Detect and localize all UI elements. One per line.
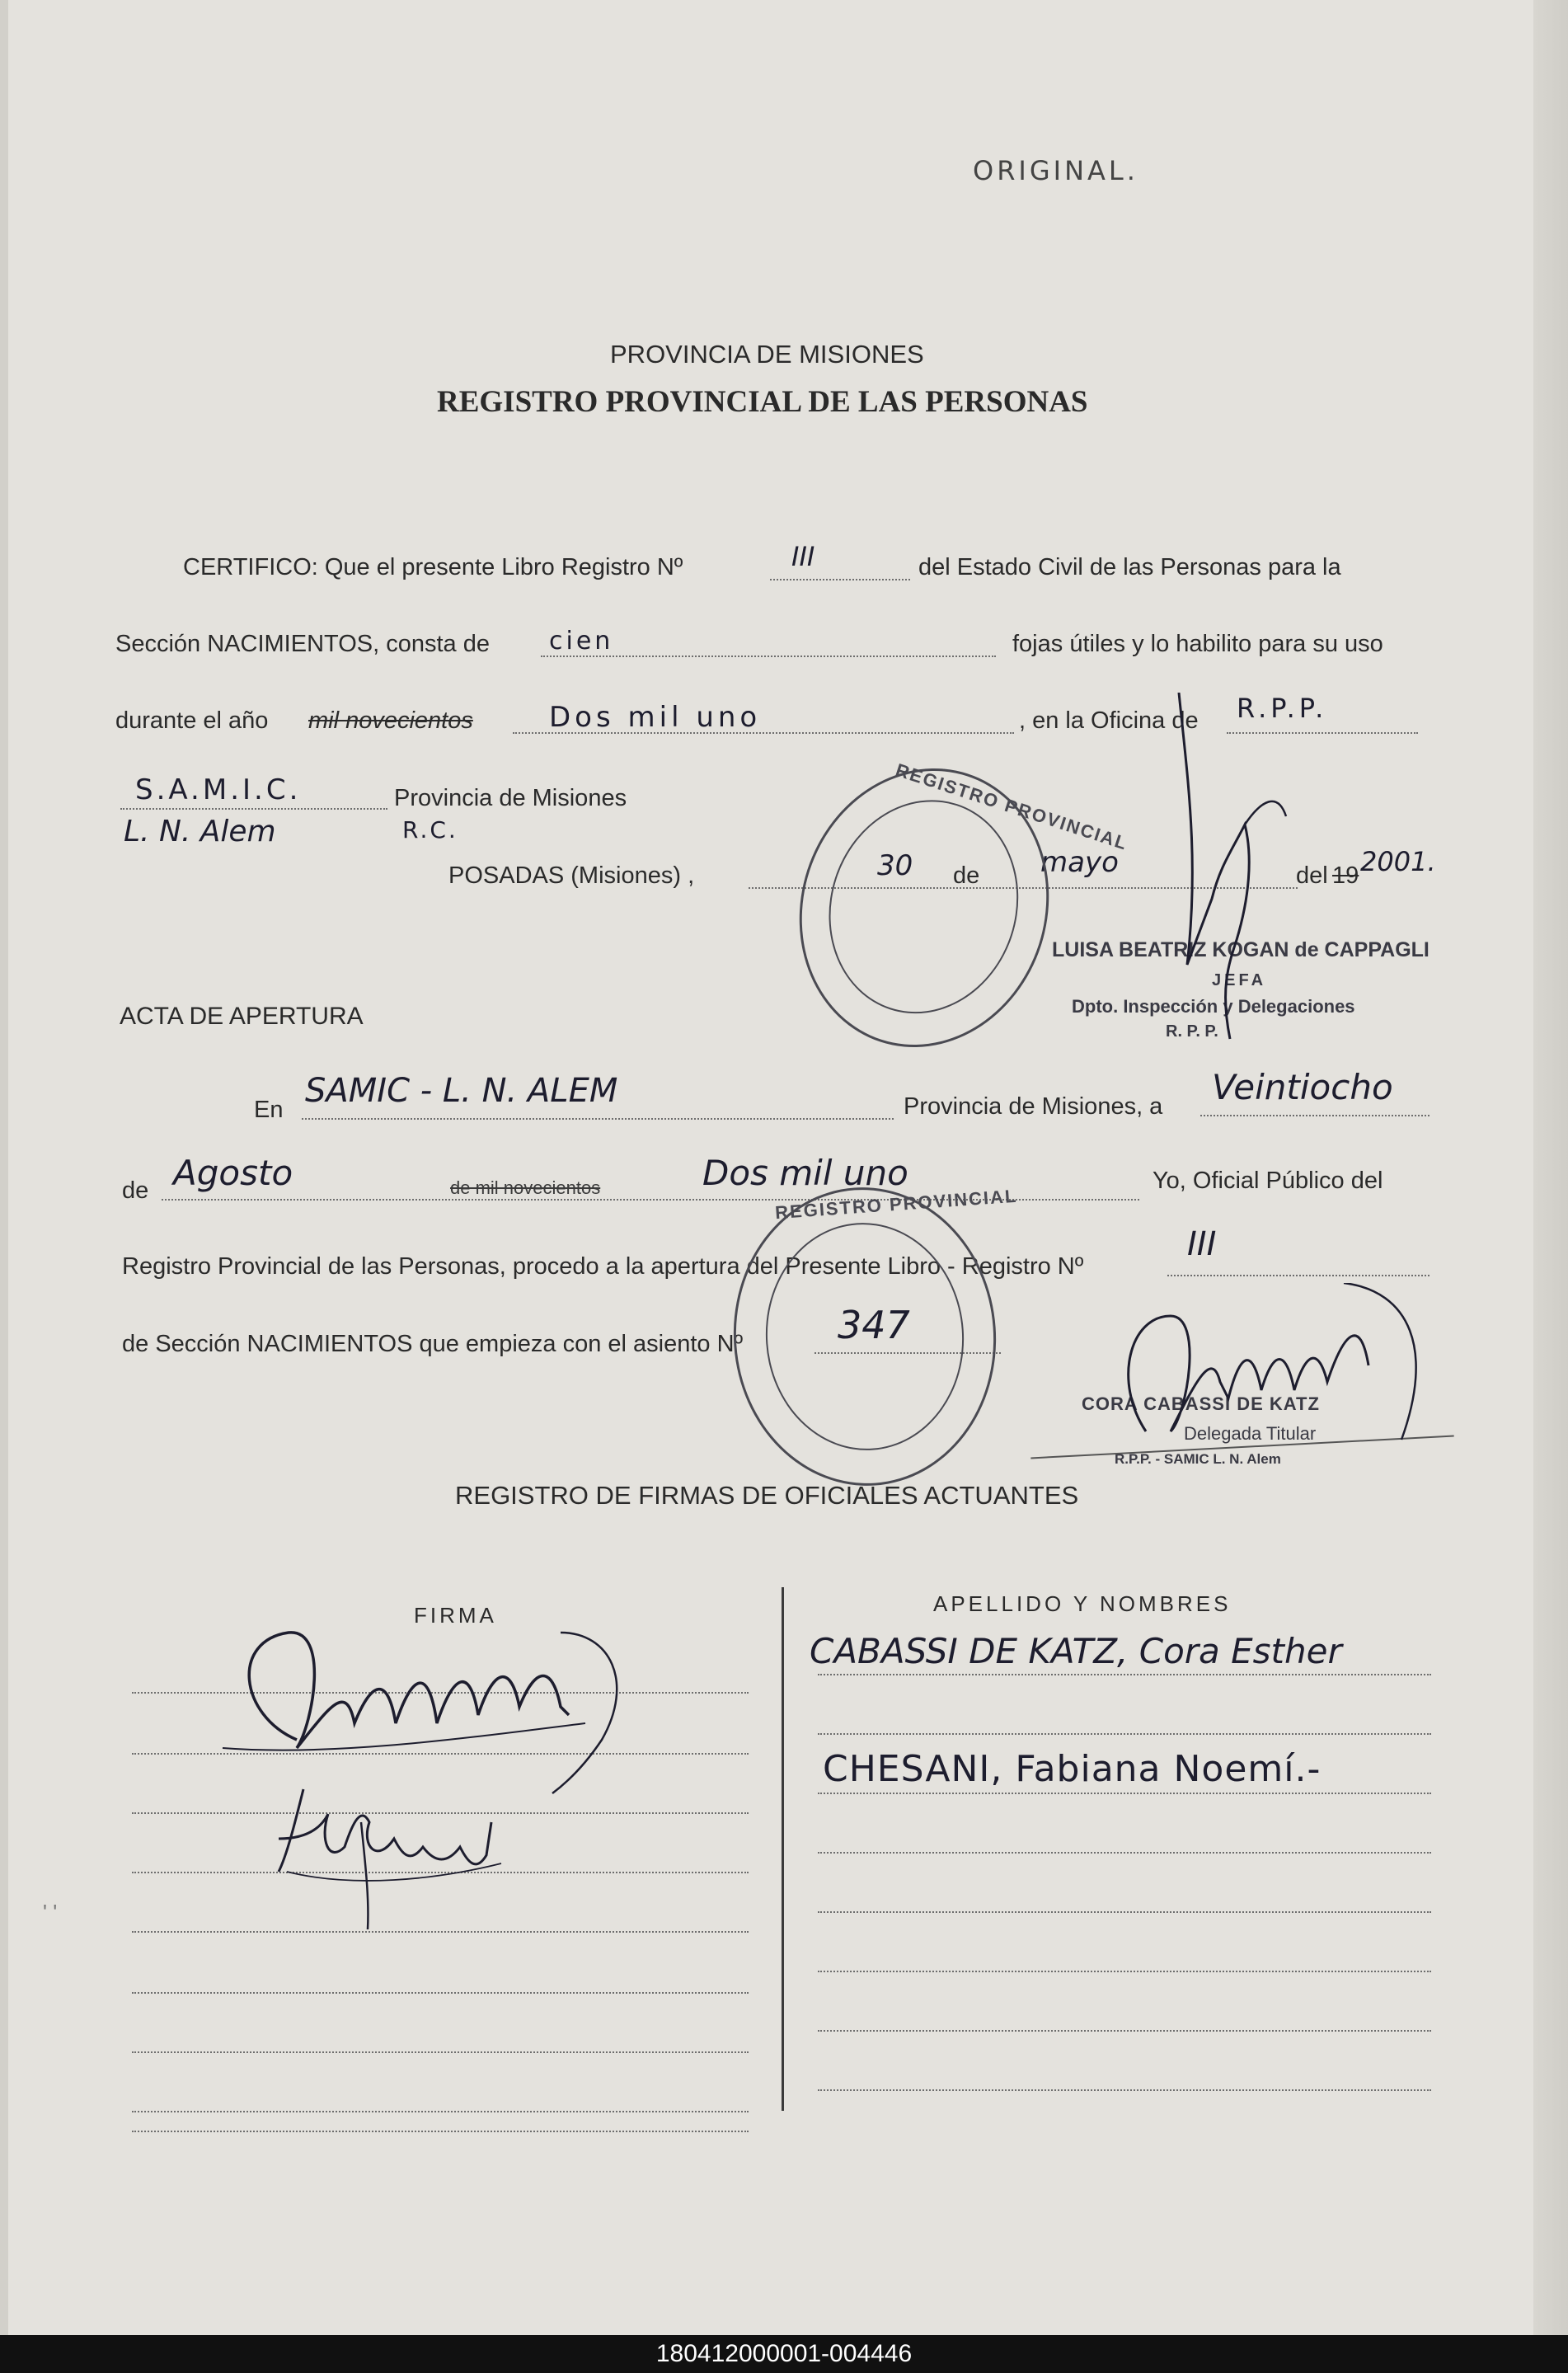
firma-row-9 <box>132 2131 749 2132</box>
seal-delegate-title: Delegada Titular <box>1184 1423 1317 1444</box>
acta-struck: de mil novecientos <box>450 1177 601 1198</box>
nombre-row-7 <box>818 2030 1431 2032</box>
firma-row-7 <box>132 2051 749 2053</box>
cert-line2-a: Sección NACIMIENTOS, consta de <box>115 631 490 657</box>
firmas-column-divider <box>782 1587 784 2111</box>
footer-document-id: 180412000001-004446 <box>0 2335 1568 2373</box>
cert-yr-hw: 2001. <box>1360 846 1436 877</box>
cert-line2-b: fojas útiles y lo habilito para su uso <box>1012 631 1383 657</box>
cert-date-de: de <box>953 862 980 889</box>
seal-chief-title: JEFA <box>1212 971 1267 989</box>
nombre-row-1 <box>818 1674 1431 1675</box>
nombre-row-5 <box>818 1911 1431 1913</box>
signature-1-icon <box>206 1616 635 1797</box>
header-registry: REGISTRO PROVINCIAL DE LAS PERSONAS <box>437 385 1088 419</box>
acta-line3: Registro Provincial de las Personas, procedo a la apertura del Presente Libro - Registro Nº <box>122 1253 1084 1280</box>
stamp-2-text: REGISTRO PROVINCIAL <box>774 1185 1019 1224</box>
acta-asiento-hw: 347 <box>838 1303 910 1347</box>
signature-2-icon <box>270 1773 518 1938</box>
firmas-col-nombres: APELLIDO Y NOMBRES <box>933 1591 1232 1616</box>
cert-place-hw-3: R.C. <box>402 816 458 843</box>
cert-place-hw-1: S.A.M.I.C. <box>135 773 302 806</box>
chief-signature-icon <box>1154 693 1303 1055</box>
cert-day-hw: 30 <box>877 849 913 882</box>
acta-title: ACTA DE APERTURA <box>120 1003 364 1030</box>
nombre-row-3 <box>818 1793 1431 1794</box>
cert-libro-dots <box>770 579 910 580</box>
seal-chief-org: R. P. P. <box>1166 1022 1218 1041</box>
seal-chief-dept: Dpto. Inspección y Delegaciones <box>1072 996 1355 1017</box>
seal-delegate-name: CORA CABASSI DE KATZ <box>1082 1393 1320 1414</box>
cert-fojas-dots <box>541 656 996 657</box>
stamp-2-inner-ring <box>758 1216 972 1457</box>
nombre-row-4 <box>818 1852 1431 1854</box>
cert-line1-a: CERTIFICO: Que el presente Libro Registro Nº <box>183 554 683 580</box>
cert-place-hw-2: L. N. Alem <box>124 815 276 848</box>
margin-mark: ' ' <box>43 1900 58 1924</box>
acta-month-hw: Agosto <box>173 1153 293 1193</box>
acta-yo: Yo, Oficial Público del <box>1153 1168 1383 1194</box>
firmas-name-2: CHESANI, Fabiana Noemí.- <box>823 1748 1322 1790</box>
cert-year-hw: Dos mil uno <box>549 701 762 734</box>
header-province: PROVINCIA DE MISIONES <box>610 340 924 369</box>
acta-reg-dots <box>1167 1275 1430 1276</box>
firma-row-6 <box>132 1992 749 1994</box>
acta-en: En <box>254 1097 284 1123</box>
nombre-row-8 <box>818 2089 1431 2091</box>
seal-delegate-org: R.P.P. - SAMIC L. N. Alem <box>1115 1451 1281 1467</box>
cert-line4: Provincia de Misiones <box>394 785 627 811</box>
cert-struck-century: 19 <box>1332 862 1359 889</box>
acta-prov: Provincia de Misiones, a <box>904 1093 1163 1120</box>
cert-office-hw: R.P.P. <box>1237 693 1328 724</box>
acta-de: de <box>122 1177 149 1204</box>
firmas-title: REGISTRO DE FIRMAS DE OFICIALES ACTUANTES <box>455 1481 1079 1510</box>
acta-reg-no-hw: III <box>1187 1225 1217 1263</box>
firma-row-8 <box>132 2111 749 2112</box>
nombre-row-6 <box>818 1971 1431 1972</box>
acta-year-hw: Dos mil uno <box>702 1153 908 1193</box>
cert-line3-a: durante el año <box>115 707 269 734</box>
acta-line4: de Sección NACIMIENTOS que empieza con el asiento Nº <box>122 1331 744 1357</box>
registry-round-stamp-2 <box>724 1178 1019 1494</box>
cert-fojas-hw: cien <box>549 627 614 656</box>
cert-libro-no: III <box>791 541 815 572</box>
cert-place-dots <box>120 808 387 810</box>
cert-line3-b: , en la Oficina de <box>1019 707 1199 734</box>
cert-month-hw: mayo <box>1040 846 1119 879</box>
cert-line1-b: del Estado Civil de las Personas para la <box>918 554 1341 580</box>
acta-place-hw: SAMIC - L. N. ALEM <box>305 1072 618 1110</box>
stamp-1-text: REGISTRO PROVINCIAL <box>893 759 1131 854</box>
annotation-original: ORIGINAL. <box>973 155 1138 186</box>
nombre-row-2 <box>818 1733 1431 1735</box>
firmas-name-1: CABASSI DE KATZ, Cora Esther <box>810 1631 1342 1671</box>
cert-struck-year: mil novecientos <box>308 707 473 734</box>
cert-posadas: POSADAS (Misiones) , <box>448 862 695 889</box>
acta-day-hw: Veintiocho <box>1212 1067 1393 1107</box>
acta-place-dots <box>302 1118 894 1120</box>
registry-round-stamp-1 <box>763 735 1131 1079</box>
seal-chief-name: LUISA BEATRIZ KOGAN de CAPPAGLI <box>1052 938 1430 961</box>
firmas-col-firma: FIRMA <box>414 1603 497 1628</box>
delegate-signature-icon <box>1096 1283 1443 1481</box>
acta-day-dots <box>1200 1115 1430 1116</box>
cert-date-del: del <box>1296 862 1328 889</box>
